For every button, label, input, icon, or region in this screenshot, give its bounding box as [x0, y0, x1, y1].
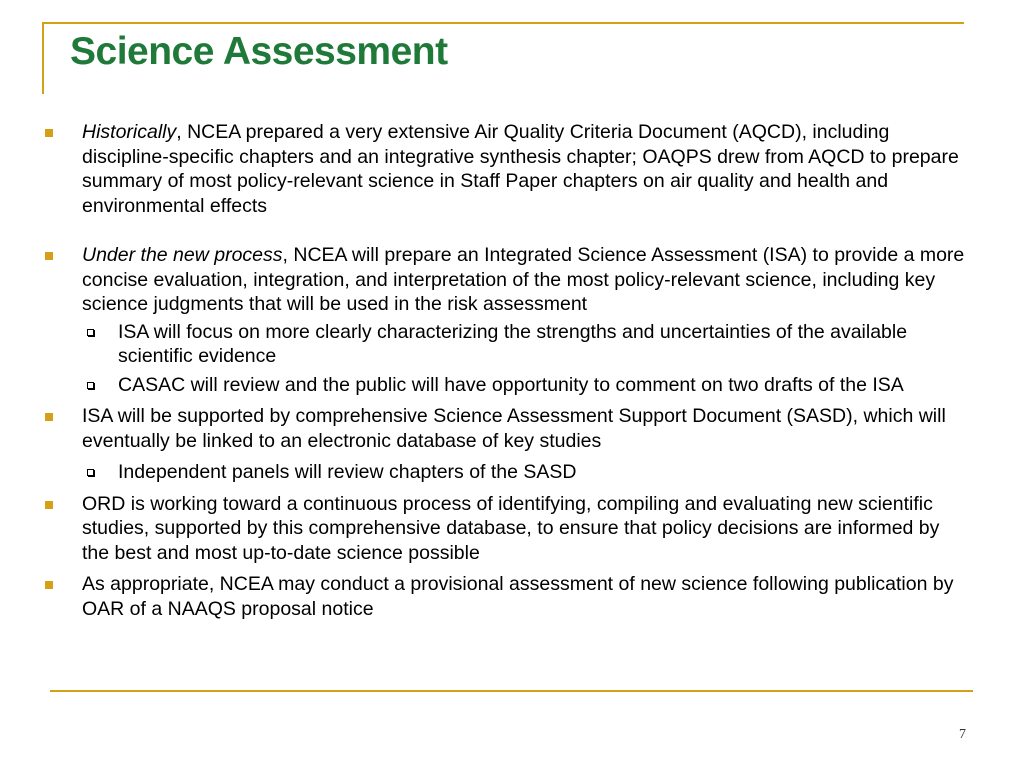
bullet-item	[45, 572, 965, 621]
bullet-lead-italic: Historically	[82, 121, 177, 143]
bullet-text: ORD is working toward a continuous process of identifying, compiling and evaluating new scientific studies, supported by this comprehensive database, to ensure that policy decisions are informed by the best and most up-to-date science possible	[82, 492, 940, 564]
title-accent-vertical-line	[42, 22, 44, 94]
square-bullet-icon	[45, 581, 53, 589]
hollow-square-bullet-icon	[87, 469, 94, 476]
bullet-body: , NCEA prepared a very extensive Air Quality Criteria Document (AQCD), including discipline-specific chapters and an integrative synthesis chapter; OAQPS drew from AQCD to prepare summary of most policy-relevant science in Staff Paper chapters on air quality and health and environmental effects	[82, 121, 959, 217]
sub-bullet-item	[82, 373, 965, 398]
bullet-text	[82, 121, 959, 217]
sub-bullet-item	[82, 460, 965, 485]
sub-bullet-text: ISA will focus on more clearly characterizing the strengths and uncertainties of the available scientific evidence	[118, 320, 908, 367]
bullet-text: ISA will be supported by comprehensive Science Assessment Support Document (SASD), which will eventually be linked to an electronic database of key studies	[82, 405, 946, 452]
bullet-item	[45, 120, 965, 218]
bullet-body: , NCEA will prepare an Integrated Science Assessment (ISA) to provide a more concise evaluation, integration, and interpretation of the most policy-relevant science, including key science judgments that will be used in the risk assessment	[82, 244, 965, 315]
footer-divider	[50, 690, 973, 692]
square-bullet-icon	[45, 129, 53, 137]
bullet-list	[45, 120, 965, 628]
square-bullet-icon	[45, 413, 53, 421]
square-bullet-icon	[45, 501, 53, 509]
square-bullet-icon	[45, 252, 53, 260]
slide-title: Science Assessment	[70, 30, 448, 73]
sub-bullet-list	[82, 320, 965, 398]
sub-bullet-list	[82, 460, 965, 485]
bullet-item	[45, 492, 965, 566]
bullet-text: As appropriate, NCEA may conduct a provisional assessment of new science following publication by OAR of a NAAQS proposal notice	[82, 573, 954, 620]
bullet-text	[82, 244, 964, 315]
hollow-square-bullet-icon	[87, 329, 94, 336]
title-accent-horizontal-line	[42, 22, 964, 24]
sub-bullet-text: CASAC will review and the public will have opportunity to comment on two drafts of the ISA	[118, 373, 904, 396]
bullet-item	[45, 404, 965, 485]
bullet-item	[45, 243, 965, 397]
hollow-square-bullet-icon	[87, 382, 94, 389]
bullet-lead-italic: Under the new process	[82, 244, 283, 266]
sub-bullet-item	[82, 320, 965, 369]
sub-bullet-text: Independent panels will review chapters of the SASD	[118, 461, 577, 483]
page-number: 7	[959, 727, 966, 742]
